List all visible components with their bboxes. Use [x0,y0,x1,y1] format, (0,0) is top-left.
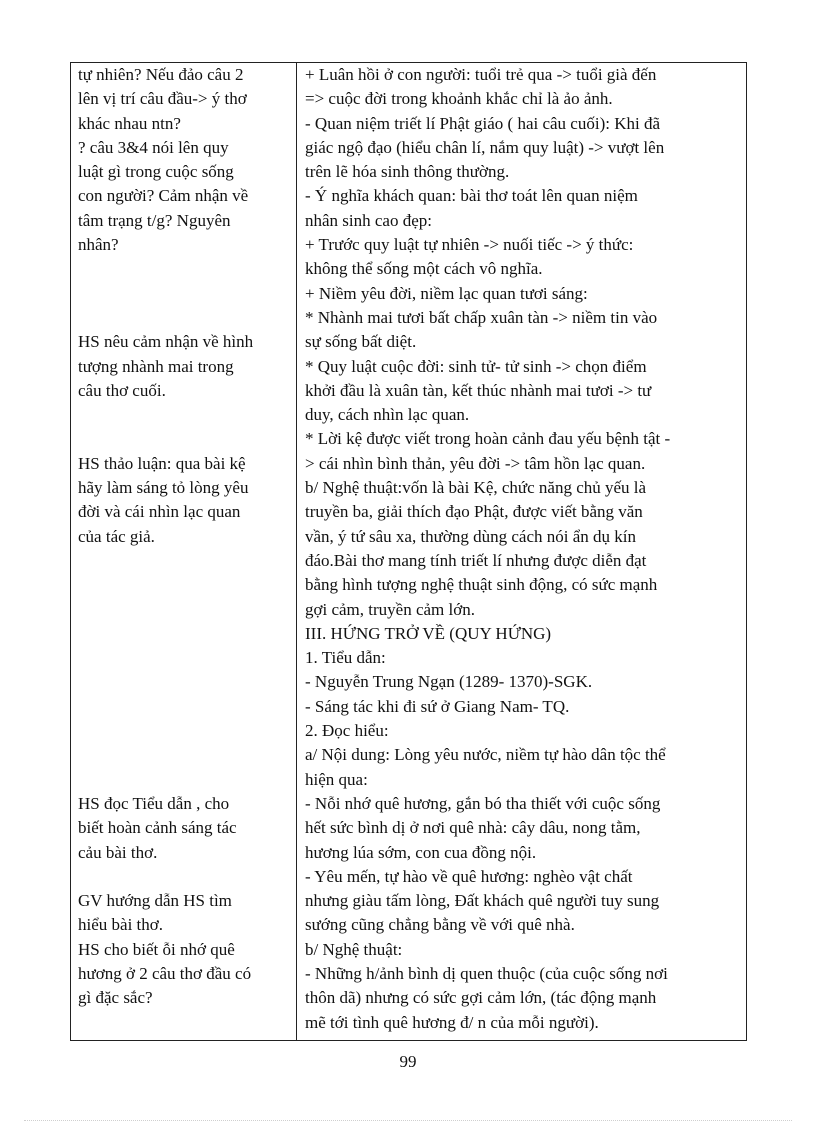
right-column-line: bằng hình tượng nghệ thuật sinh động, có sức mạnh [305,575,658,595]
left-column-line [78,282,290,306]
right-column-line: mẽ tới tình quê hương đ/ n của mỗi người). [305,1012,599,1032]
right-column-line: nhưng giàu tấm lòng, Đất khách quê người tuy sung [305,891,660,911]
left-column-line: HS cho biết ỗi nhớ quê [78,939,235,959]
left-column-line [78,403,290,427]
left-column-line [78,743,290,767]
left-column-line [78,598,290,622]
left-column-line: cảu bài thơ. [78,842,158,862]
right-column-line: trên lẽ hóa sinh thông thường. [305,162,510,182]
activities-column [78,63,290,1011]
left-column-line [78,865,290,889]
left-column-line: nhân? [78,235,119,255]
right-column-line: 2. Đọc hiểu: [305,721,389,741]
right-column-line: + Trước quy luật tự nhiên -> nuối tiếc -> ý thức: [305,235,634,255]
left-column-line: đời và cái nhìn lạc quan [78,502,241,522]
left-column-line: ? câu 3&4 nói lên quy [78,137,229,157]
right-column-line: duy, cách nhìn lạc quan. [305,405,470,425]
left-column-line: hương ở 2 câu thơ đầu có [78,963,252,983]
left-column-line: luật gì trong cuộc sống [78,162,234,182]
right-column-line: - Sáng tác khi đi sứ ở Giang Nam- TQ. [305,696,570,716]
right-column-line: - Ý nghĩa khách quan: bài thơ toát lên quan niệm [305,186,638,206]
right-column-line: hết sức bình dị ở nơi quê nhà: cây dâu, nong tằm, [305,818,641,838]
left-column-line [78,646,290,670]
left-column-line: tâm trạng t/g? Nguyên [78,210,231,230]
left-column-line: HS nêu cảm nhận về hình [78,332,254,352]
left-column-line: hãy làm sáng tỏ lòng yêu [78,478,249,498]
right-column-line: 1. Tiểu dẫn: [305,648,386,668]
left-column-line: hiểu bài thơ. [78,915,163,935]
right-column-line: vần, ý tứ sâu xa, thường dùng cách nói ẩn dụ kín [305,526,636,546]
left-column-line [78,719,290,743]
left-column-line [78,257,290,281]
right-column-line: b/ Nghệ thuật:vốn là bài Kệ, chức năng chủ yếu là [305,478,647,498]
left-column-line: lên vị trí câu đầu-> ý thơ [78,89,247,109]
right-column-line: a/ Nội dung: Lòng yêu nước, niềm tự hào dân tộc thể [305,745,666,765]
left-column-line [78,695,290,719]
right-column-line: - Quan niệm triết lí Phật giáo ( hai câu cuối): Khi đã [305,113,661,133]
right-column-line: => cuộc đời trong khoảnh khắc chỉ là ảo ảnh. [305,89,613,109]
right-column-line: - Những h/ảnh bình dị quen thuộc (của cuộc sống nơi [305,963,668,983]
right-column-line: giác ngộ đạo (hiểu chân lí, nắm quy luật) -> vượt lên [305,137,665,157]
right-column-line: - Nguyễn Trung Ngạn (1289- 1370)-SGK. [305,672,593,692]
right-column-line: + Luân hồi ở con người: tuổi trẻ qua -> tuổi già đến [305,65,657,84]
right-column-line: thôn dã) nhưng có sức gợi cảm lớn, (tác động mạnh [305,988,657,1008]
right-column-line: * Quy luật cuộc đời: sinh tử- tử sinh -> chọn điểm [305,356,647,376]
right-column-line: - Yêu mến, tự hào về quê hương: nghèo vật chất [305,866,633,886]
left-column-line [78,549,290,573]
right-column-line: - Nỗi nhớ quê hương, gắn bó tha thiết với cuộc sống [305,793,661,813]
right-column-line: hiện qua: [305,769,368,789]
left-column-line [78,427,290,451]
left-column-line [78,622,290,646]
left-column-line: câu thơ cuối. [78,380,166,400]
page-number: 99 [399,1052,417,1071]
right-column-line: * Nhành mai tươi bất chấp xuân tàn -> niềm tin vào [305,307,658,327]
left-column-line: tượng nhành mai trong [78,356,234,376]
left-column-line: tự nhiên? Nếu đảo câu 2 [78,65,244,84]
left-column-line: gì đặc sắc? [78,988,153,1008]
right-column-line: đáo.Bài thơ mang tính triết lí nhưng được diễn đạt [305,550,647,570]
right-column-line: > cái nhìn bình thản, yêu đời -> tâm hồn lạc quan. [305,453,646,473]
right-column-line: nhân sinh cao đẹp: [305,210,432,230]
left-column-line: HS thảo luận: qua bài kệ [78,453,246,473]
left-column-line [78,670,290,694]
right-column-line: không thể sống một cách vô nghĩa. [305,259,543,279]
left-column-line: biết hoàn cảnh sáng tác [78,818,237,838]
right-column-line: khởi đầu là xuân tàn, kết thúc nhành mai tươi -> tư [305,380,652,400]
left-column-line: HS đọc Tiểu dẫn , cho [78,793,230,813]
right-column-line: III. HỨNG TRỞ VỀ (QUY HỨNG) [305,623,552,643]
right-column-line: * Lời kệ được viết trong hoàn cảnh đau yếu bệnh tật - [305,429,671,449]
bottom-rule [24,1120,792,1121]
column-divider [296,63,297,1040]
right-column-line: + Niềm yêu đời, niềm lạc quan tươi sáng: [305,283,588,303]
lesson-table [70,62,747,1041]
left-column-line: GV hướng dẫn HS tìm [78,891,232,911]
content-column [305,63,743,1035]
left-column-line: con người? Cảm nhận về [78,186,249,206]
left-column-line: của tác giả. [78,526,155,546]
left-column-line: khác nhau ntn? [78,113,181,133]
left-column-line [78,573,290,597]
right-column-line: sự sống bất diệt. [305,332,417,352]
left-column-line [78,768,290,792]
left-column-line [78,306,290,330]
right-column-line: b/ Nghệ thuật: [305,939,403,959]
right-column-line: gợi cảm, truyền cảm lớn. [305,599,475,619]
right-column-line: truyền ba, giải thích đạo Phật, được viết bằng văn [305,502,643,522]
right-column-line: sướng cũng chẳng bằng về với quê nhà. [305,915,575,935]
right-column-line: hương lúa sớm, con cua đồng nội. [305,842,537,862]
